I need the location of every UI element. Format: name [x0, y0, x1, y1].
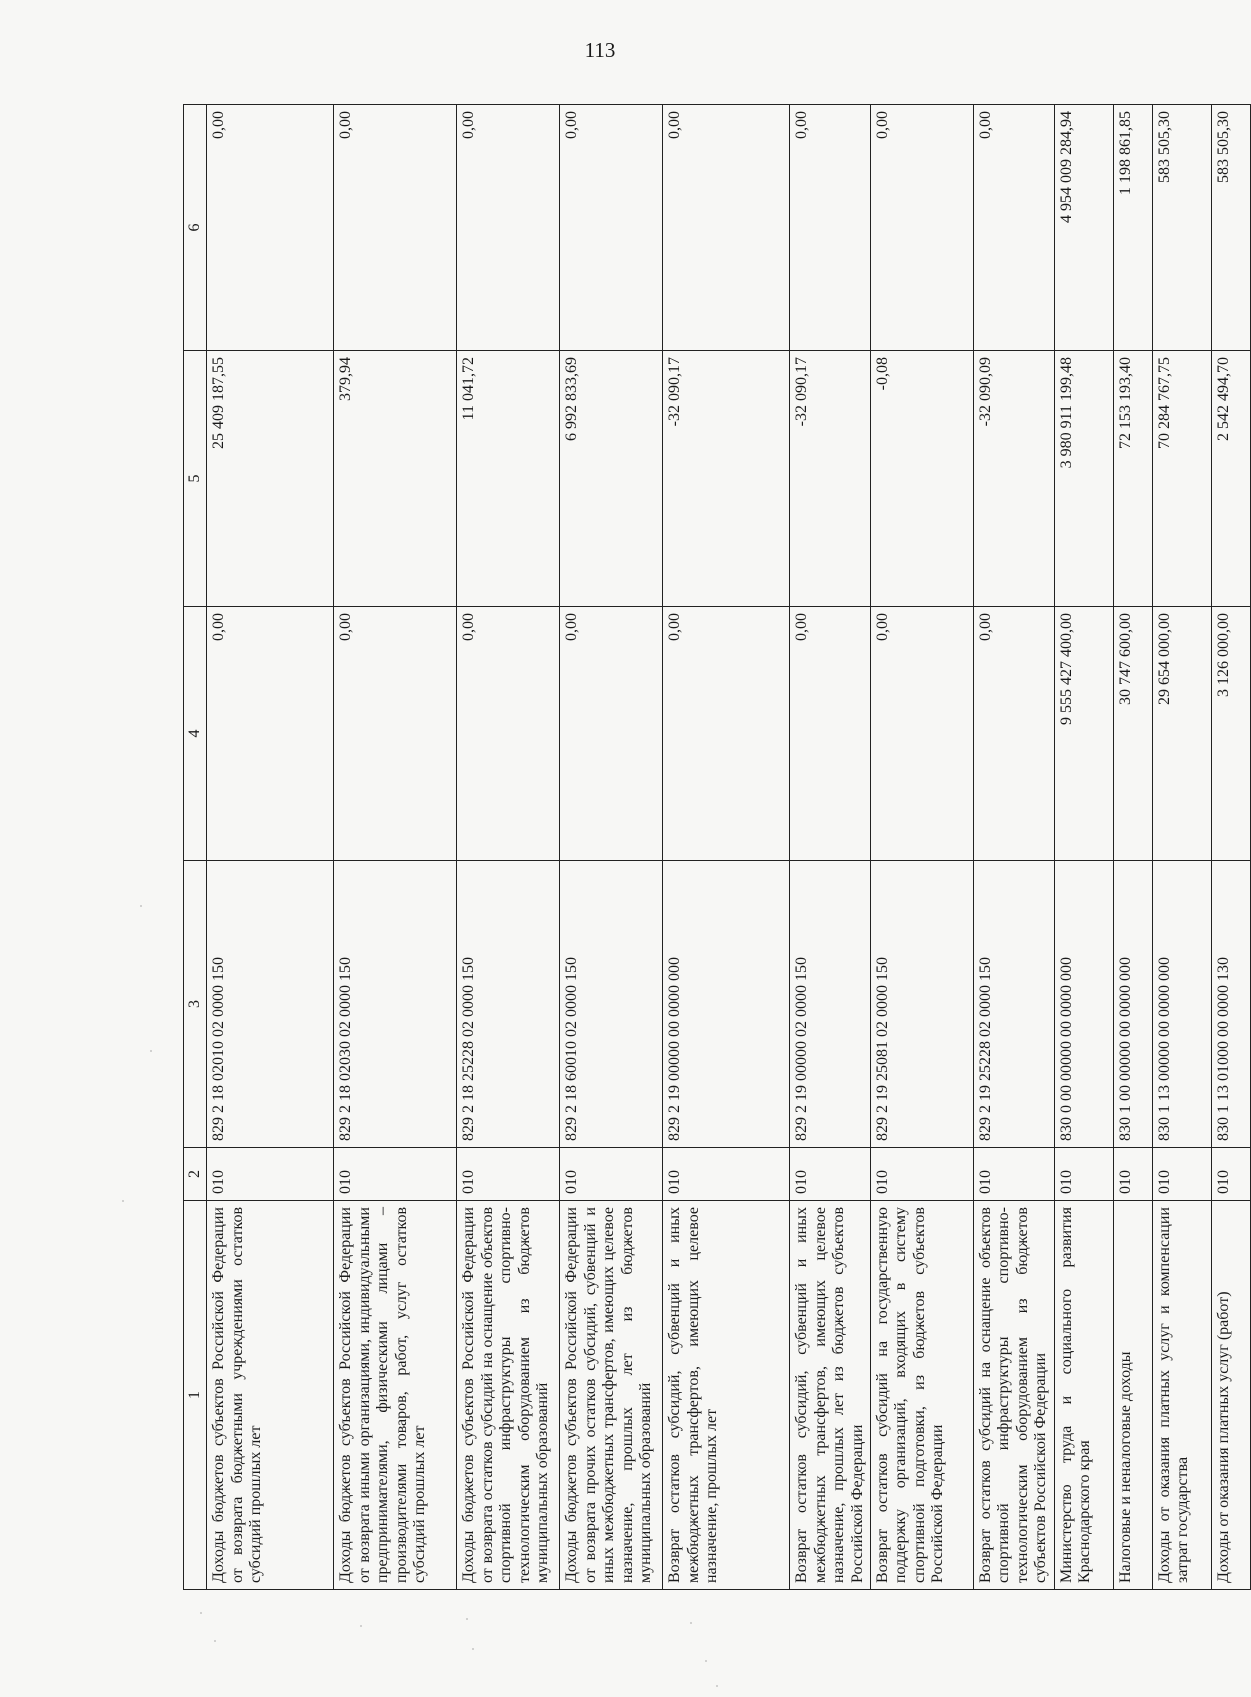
row-col4: 0,00 [973, 607, 1054, 861]
row-col4: 0,00 [870, 607, 973, 861]
row-name: Министерство труда и социального развития Краснодарского края [1054, 1201, 1113, 1590]
row-code: 010 [663, 1148, 790, 1201]
scan-speck [140, 905, 142, 907]
row-col6: 0,00 [207, 105, 334, 351]
row-code: 010 [207, 1148, 334, 1201]
row-name: Доходы бюджетов субъектов Российской Федерации от возврата прочих остатков субсидий, субвенций и иных межбюджетных трансфертов, имеющих целевое назначение, прошлых лет из бюджетов муниципальных образований [560, 1201, 663, 1590]
row-col6: 0,00 [560, 105, 663, 351]
row-col6: 0,00 [457, 105, 560, 351]
table-row [790, 105, 871, 1590]
row-kbk: 830 1 13 01000 00 0000 130 [1211, 861, 1250, 1148]
row-col5: 379,94 [334, 351, 457, 607]
row-col5: 72 153 193,40 [1113, 351, 1152, 607]
row-kbk: 829 2 18 02030 02 0000 150 [334, 861, 457, 1148]
row-code: 010 [790, 1148, 871, 1201]
row-name: Доходы бюджетов субъектов Российской Федерации от возврата бюджетными учреждениями остатков субсидий прошлых лет [207, 1201, 334, 1590]
row-col6: 583 505,30 [1152, 105, 1211, 351]
row-code: 010 [1054, 1148, 1113, 1201]
row-col5: -32 090,17 [663, 351, 790, 607]
row-code: 010 [1113, 1148, 1152, 1201]
scan-speck [705, 1660, 707, 1662]
table-row [334, 105, 457, 1590]
row-code: 010 [973, 1148, 1054, 1201]
row-col5: 11 041,72 [457, 351, 560, 607]
scan-speck [360, 1625, 362, 1627]
row-col6: 0,00 [870, 105, 973, 351]
row-col4: 0,00 [334, 607, 457, 861]
row-name: Налоговые и неналоговые доходы [1113, 1201, 1152, 1590]
row-code: 010 [1211, 1148, 1250, 1201]
row-name: Доходы бюджетов субъектов Российской Федерации от возврата остатков субсидий на оснащение объектов спортивной инфраструктуры спортивно-технологическим оборудованием из бюджетов муниципальных образований [457, 1201, 560, 1590]
row-name: Возврат остатков субсидий, субвенций и иных межбюджетных трансфертов, имеющих целевое назначение, прошлых лет [663, 1201, 790, 1590]
row-name: Доходы от оказания платных услуг (работ) [1211, 1201, 1250, 1590]
row-name: Возврат остатков субсидий на оснащение объектов спортивной инфраструктуры спортивно-технологическим оборудованием из бюджетов субъектов Российской Федерации [973, 1201, 1054, 1590]
row-col4: 29 654 000,00 [1152, 607, 1211, 861]
header-row [184, 105, 207, 1590]
row-code: 010 [870, 1148, 973, 1201]
row-code: 010 [1152, 1148, 1211, 1201]
row-code: 010 [457, 1148, 560, 1201]
row-kbk: 829 2 18 02010 02 0000 150 [207, 861, 334, 1148]
header-cell: 6 [184, 105, 207, 351]
table-row [663, 105, 790, 1590]
scan-speck [200, 1612, 202, 1614]
row-col5: 6 992 833,69 [560, 351, 663, 607]
row-col4: 3 126 000,00 [1211, 607, 1250, 861]
row-kbk: 829 2 18 25228 02 0000 150 [457, 861, 560, 1148]
row-col4: 9 555 427 400,00 [1054, 607, 1113, 861]
table-row [870, 105, 973, 1590]
row-name: Доходы от оказания платных услуг и компенсации затрат государства [1152, 1201, 1211, 1590]
table-row [1054, 105, 1113, 1590]
row-kbk: 830 1 00 00000 00 0000 000 [1113, 861, 1152, 1148]
row-col4: 0,00 [663, 607, 790, 861]
page-number: 113 [584, 38, 616, 62]
row-name: Возврат остатков субсидий, субвенций и иных межбюджетных трансфертов, имеющих целевое назначение, прошлых лет из бюджетов субъектов Российской Федерации [790, 1201, 871, 1590]
table-row [560, 105, 663, 1590]
row-col4: 0,00 [560, 607, 663, 861]
row-name: Доходы бюджетов субъектов Российской Федерации от возврата иными организациями, индивидуальными предпринимателями, физическими лицами – производителями товаров, работ, услуг остатков субсидий прошлых лет [334, 1201, 457, 1590]
row-col4: 0,00 [207, 607, 334, 861]
row-col6: 0,00 [334, 105, 457, 351]
scan-speck [472, 1648, 474, 1650]
row-col6: 0,00 [790, 105, 871, 351]
row-kbk: 829 2 19 00000 00 0000 000 [663, 861, 790, 1148]
row-kbk: 829 2 19 00000 02 0000 150 [790, 861, 871, 1148]
row-kbk: 829 2 18 60010 02 0000 150 [560, 861, 663, 1148]
row-kbk: 829 2 19 25081 02 0000 150 [870, 861, 973, 1148]
scan-speck [466, 1618, 468, 1620]
row-col5: 70 284 767,75 [1152, 351, 1211, 607]
row-col4: 0,00 [790, 607, 871, 861]
table-row [1211, 105, 1250, 1590]
row-col6: 583 505,30 [1211, 105, 1250, 351]
table-row [1152, 105, 1211, 1590]
row-code: 010 [560, 1148, 663, 1201]
row-col5: -0,08 [870, 351, 973, 607]
row-col6: 0,00 [663, 105, 790, 351]
header-cell: 2 [184, 1148, 207, 1201]
row-kbk: 830 0 00 00000 00 0000 000 [1054, 861, 1113, 1148]
row-col6: 1 198 861,85 [1113, 105, 1152, 351]
table-row [457, 105, 560, 1590]
row-col4: 30 747 600,00 [1113, 607, 1152, 861]
scan-speck [716, 1685, 718, 1687]
header-cell: 3 [184, 861, 207, 1148]
header-cell: 5 [184, 351, 207, 607]
row-col5: -32 090,09 [973, 351, 1054, 607]
row-kbk: 829 2 19 25228 02 0000 150 [973, 861, 1054, 1148]
budget-revenue-table [183, 104, 1251, 1590]
scan-speck [214, 1640, 216, 1642]
rotated-table-container [183, 105, 1232, 1590]
scan-speck [150, 1050, 152, 1052]
scan-speck [122, 1200, 124, 1202]
row-col5: 3 980 911 199,48 [1054, 351, 1113, 607]
header-cell: 1 [184, 1201, 207, 1590]
row-col5: 25 409 187,55 [207, 351, 334, 607]
row-code: 010 [334, 1148, 457, 1201]
row-col5: 2 542 494,70 [1211, 351, 1250, 607]
table-row [973, 105, 1054, 1590]
row-col5: -32 090,17 [790, 351, 871, 607]
scan-speck [690, 1622, 692, 1624]
row-col6: 4 954 009 284,94 [1054, 105, 1113, 351]
row-col4: 0,00 [457, 607, 560, 861]
header-cell: 4 [184, 607, 207, 861]
table-row [1113, 105, 1152, 1590]
row-col6: 0,00 [973, 105, 1054, 351]
row-name: Возврат остатков субсидий на государственную поддержку организаций, входящих в систему спортивной подготовки, из бюджетов субъектов Российской Федерации [870, 1201, 973, 1590]
table-row [207, 105, 334, 1590]
row-kbk: 830 1 13 00000 00 0000 000 [1152, 861, 1211, 1148]
